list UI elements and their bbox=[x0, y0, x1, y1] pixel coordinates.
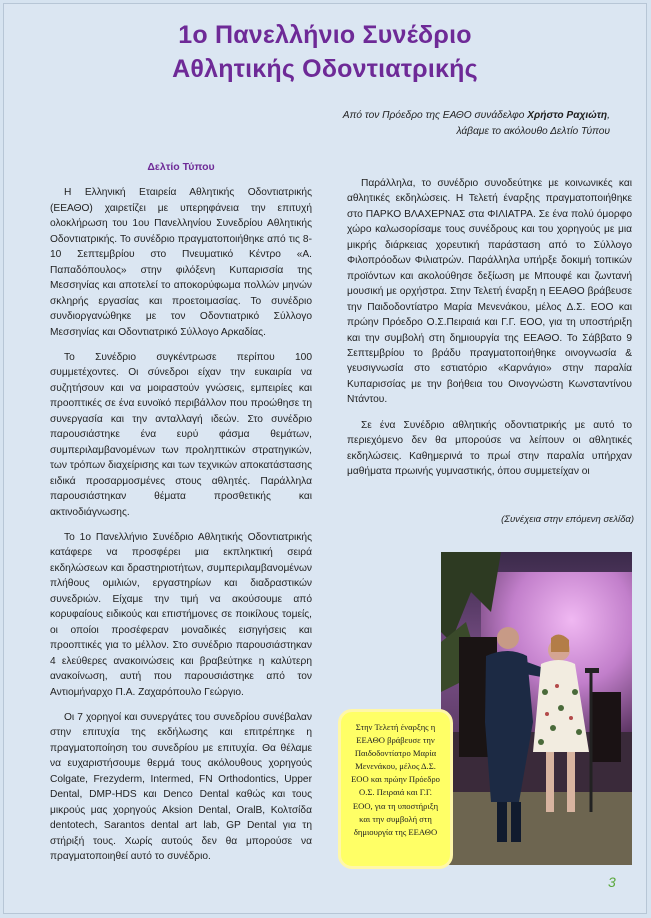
title-line-1: 1ο Πανελλήνιο Συνέδριο bbox=[178, 21, 472, 49]
right-column bbox=[347, 176, 632, 490]
article-intro bbox=[190, 108, 610, 140]
intro-line-1 bbox=[190, 108, 610, 124]
right-paragraph-1: Παράλληλα, το συνέδριο συνοδεύτηκε με κοινωνικές και αθλητικές εκδηλώσεις. Η Τελετή έναρξης πραγματοποιήθηκε στο ΠΑΡΚΟ ΒΛΑΧΕΡΝΑΣ στα ΦΙΛΙΑΤΡΑ. Σε ένα πολύ όμορφο χώρο καλωσορίσαμε τους συνέδρους και του χορηγούς με μια μικρής διάρκειας χορευτική παράσταση από το Σύλλογο Φιλοπρόοδων Φιλιατρών. Παράλληλα υπήρξε δοκιμή τοπικών προϊόντων και ακολούθησε δεξίωση με Μπουφέ και ζωντανή μουσική με ορχήστρα. Στην Τελετή έναρξη η ΕΕΑΘΟ βράβευσε την Παιδοδοντίατρο Μαρία Μενενάκου, μέλος Δ.Σ. ΕΟΟ και πρώην Πρόεδρο Ο.Σ.Πειραιά και Γ.Γ. ΕΟΟ, για τη υποστήριξη και την συμβολή στη δημιουργία της ΕΕΑΘΟ. Το Σάββατο 9 Σεπτεμβρίου το βράδυ πραγματοποιήθηκε οινογνωσία & γευσιγνωσία στο εστιατόριο «Καρνάγιο» στην παραλία Κυπαρισσίας με την βοήθεια του Οινογνώστη Κωνσταντίνου Ντάντου. bbox=[347, 178, 632, 406]
intro-president-name: Χρήστο Ραχιώτη bbox=[527, 110, 608, 121]
award-photo-illustration bbox=[441, 552, 632, 865]
left-paragraph-1: Η Ελληνική Εταιρεία Αθλητικής Οδοντιατρικής (ΕΕΑΘΟ) χαιρετίζει με υπερηφάνεια την επιτυχή ολοκλήρωση του 1ου Πανελληνίου Συνεδρίου Αθλητικής Οδοντιατρικής. Το συνέδριο πραγματοποιήθηκε από τις 8-10 Σεπτεμβρίου στο Πνευματικό Κέντρο «Α. Παπαδόπουλος» στην φιλόξενη Κυπαρισσία της Μεσσηνίας και αποτελεί το αποκορύφωμα πολλών μηνών σκληρής εργασίας και προετοιμασίας. Το συνέδριο συνδιοργανώθηκε με τον Οδοντιατρικό Σύλλογο Μεσσηνίας και Οδοντιατρικό Σύλλογο Αρκαδίας. bbox=[50, 187, 312, 338]
press-release-heading: Δελτίο Τύπου bbox=[147, 161, 215, 173]
right-paragraph-2: Σε ένα Συνέδριο αθλητικής οδοντιατρικής με αυτό το περιεχόμενο δεν θα μπορούσε να λείπουν οι αθλητικές εκδηλώσεις. Καθημερινά το πρωί στην παραλία υπήρχαν μαθήματα πρωινής γυμναστικής, όπου συμμετείχαν οι bbox=[347, 419, 632, 478]
page-number: 3 bbox=[608, 874, 616, 890]
photo-caption: Στην Τελετή έναρξης η ΕΕΑΘΟ βράβευσε την Παιδοδοντίατρο Μαρία Μενενάκου, μέλος Δ.Σ. ΕΟΟ και πρώην Πρόεδρο Ο.Σ. Πειραιά και Γ.Γ. ΕΟΟ, για τη υποστήριξη και την συμβολή στη δημιουργία της ΕΕΑΘΟ bbox=[338, 709, 453, 869]
intro-line-2: λάβαμε το ακόλουθο Δελτίο Τύπου bbox=[456, 126, 610, 137]
continued-note: (Συνέχεια στην επόμενη σελίδα) bbox=[501, 514, 634, 525]
award-photo bbox=[441, 552, 632, 865]
title-line-2: Αθλητικής Οδοντιατρικής bbox=[172, 55, 478, 83]
article-title bbox=[4, 18, 646, 86]
magazine-page bbox=[3, 3, 647, 914]
left-paragraph-4: Οι 7 χορηγοί και συνεργάτες του συνεδρίου συνέβαλαν στην επιτυχία της εκδήλωσης και επιτρέπηκε η πραγματοποίηση του συνεδρίου με επιτυχία. Θα θέλαμε να ευχαριστήσουμε θερμά τους ακόλουθους χορηγούς Colgate, Frezyderm, Intermed, FN Orthodontics, Upper Dental, DMP-HDS και Denco Dental καθώς και τους μικρούς μας χορηγούς Aksion Dental, OralB, Κολτσίδα dentotech, Sarantos dental art lab, GP Dental για τη στήριξή τους. Χωρίς αυτούς δεν θα μπορούσε να πραγματοποιηθεί αυτό το συνέδριο. bbox=[50, 711, 312, 863]
left-paragraph-3: Το 1ο Πανελλήνιο Συνέδριο Αθλητικής Οδοντιατρικής κατάφερε να προσφέρει μια εκπληκτική σειρά εκδηλώσεων και δραστηριοτήτων, συμπεριλαμβανομένων πλήθους ομιλιών, εργαστηρίων και διαδραστικών συνεδριών. Είχαμε την τιμή να ακούσουμε από κορυφαίους ειδικούς και επιστήμονες σε ποικίλους τομείς, οι οποίοι προσέφεραν μοναδικές εισηγήσεις και προοπτικές για το μέλλον. Στο συνέδριο παρουσιάστηκαν 4 ελεύθερες ανακοινώσεις και βραβεύτηκε η καλύτερη ανακοίνωση, αυτή που παρουσιάστηκε από τον Αντιομήναρχο Π.Α. Ζαχαρόπουλο Γεώργιο. bbox=[50, 531, 312, 698]
intro-suffix: , bbox=[607, 110, 610, 121]
left-column bbox=[50, 160, 312, 874]
intro-prefix: Από τον Πρόεδρο της ΕΑΘΟ συνάδελφο bbox=[342, 110, 528, 121]
left-paragraph-2: Το Συνέδριο συγκέντρωσε περίπου 100 συμμετέχοντες. Οι σύνεδροι είχαν την ευκαιρία να συζητήσουν και να μοιραστούν γνώσεις, εμπειρίες και προοπτικές σε ένα ευνοϊκό περιβάλλον που προώθησε τη συνεργασία και την ανταλλαγή ιδεών. Στο συνέδριο παρουσιάστηκε ένα ευρύ φάσμα θεμάτων, συμπεριλαμβανομένων των προληπτικών στρατηγικών, των τρόπων διαχείρισης και των τεχνικών αποκατάστασης ειδικά προσαρμοσμένες στους αθλητές. Παράλληλα παρουσιάστηκαν θέματα προσθετικής και ακτινοδιάγνωσης. bbox=[50, 351, 312, 518]
